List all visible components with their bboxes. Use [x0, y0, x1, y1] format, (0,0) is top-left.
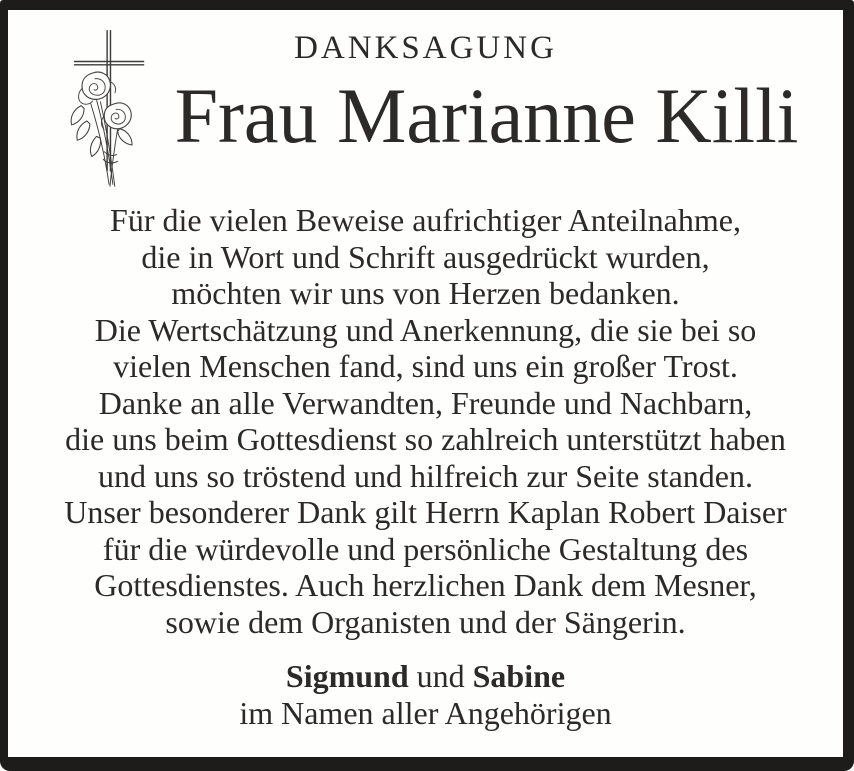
body-line: für die würdevolle und persönliche Gestaltung des — [102, 530, 749, 567]
body-line: Die Wertschätzung und Anerkennung, die sie bei so — [94, 311, 757, 348]
signature-subline: im Namen aller Angehörigen — [239, 695, 612, 731]
body-line: Danke an alle Verwandten, Freunde und Nachbarn, — [98, 384, 753, 421]
body-line: sowie dem Organisten und der Sängerin. — [165, 603, 686, 640]
body-line: Unser besonderer Dank gilt Herrn Kaplan Robert Daiser — [64, 494, 787, 530]
body-line: vielen Menschen fand, sind uns ein großer Trost. — [113, 348, 738, 384]
body-line: möchten wir uns von Herzen bedanken. — [171, 275, 680, 311]
signature-names — [8, 658, 843, 695]
body-line: Gottesdienstes. Auch herzlichen Dank dem Mesner, — [94, 567, 757, 603]
cross-with-roses-icon — [62, 23, 158, 195]
notice-kicker: DANKSAGUNG — [294, 30, 557, 66]
body-line: die uns beim Gottesdienst so zahlreich unterstützt haben — [65, 421, 786, 457]
signature-block — [8, 658, 843, 732]
signature-name-2: Sabine — [472, 658, 566, 694]
deceased-name: Frau Marianne Killi — [174, 72, 799, 159]
thanks-text — [8, 202, 843, 640]
signature-name-1: Sigmund — [285, 658, 409, 694]
signature-connector: und — [408, 658, 473, 694]
body-line: und uns so tröstend und hilfreich zur Seite standen. — [98, 457, 753, 494]
body-line: die in Wort und Schrift ausgedrückt wurden, — [141, 238, 710, 275]
body-line: Für die vielen Beweise aufrichtiger Anteilnahme, — [110, 202, 741, 238]
